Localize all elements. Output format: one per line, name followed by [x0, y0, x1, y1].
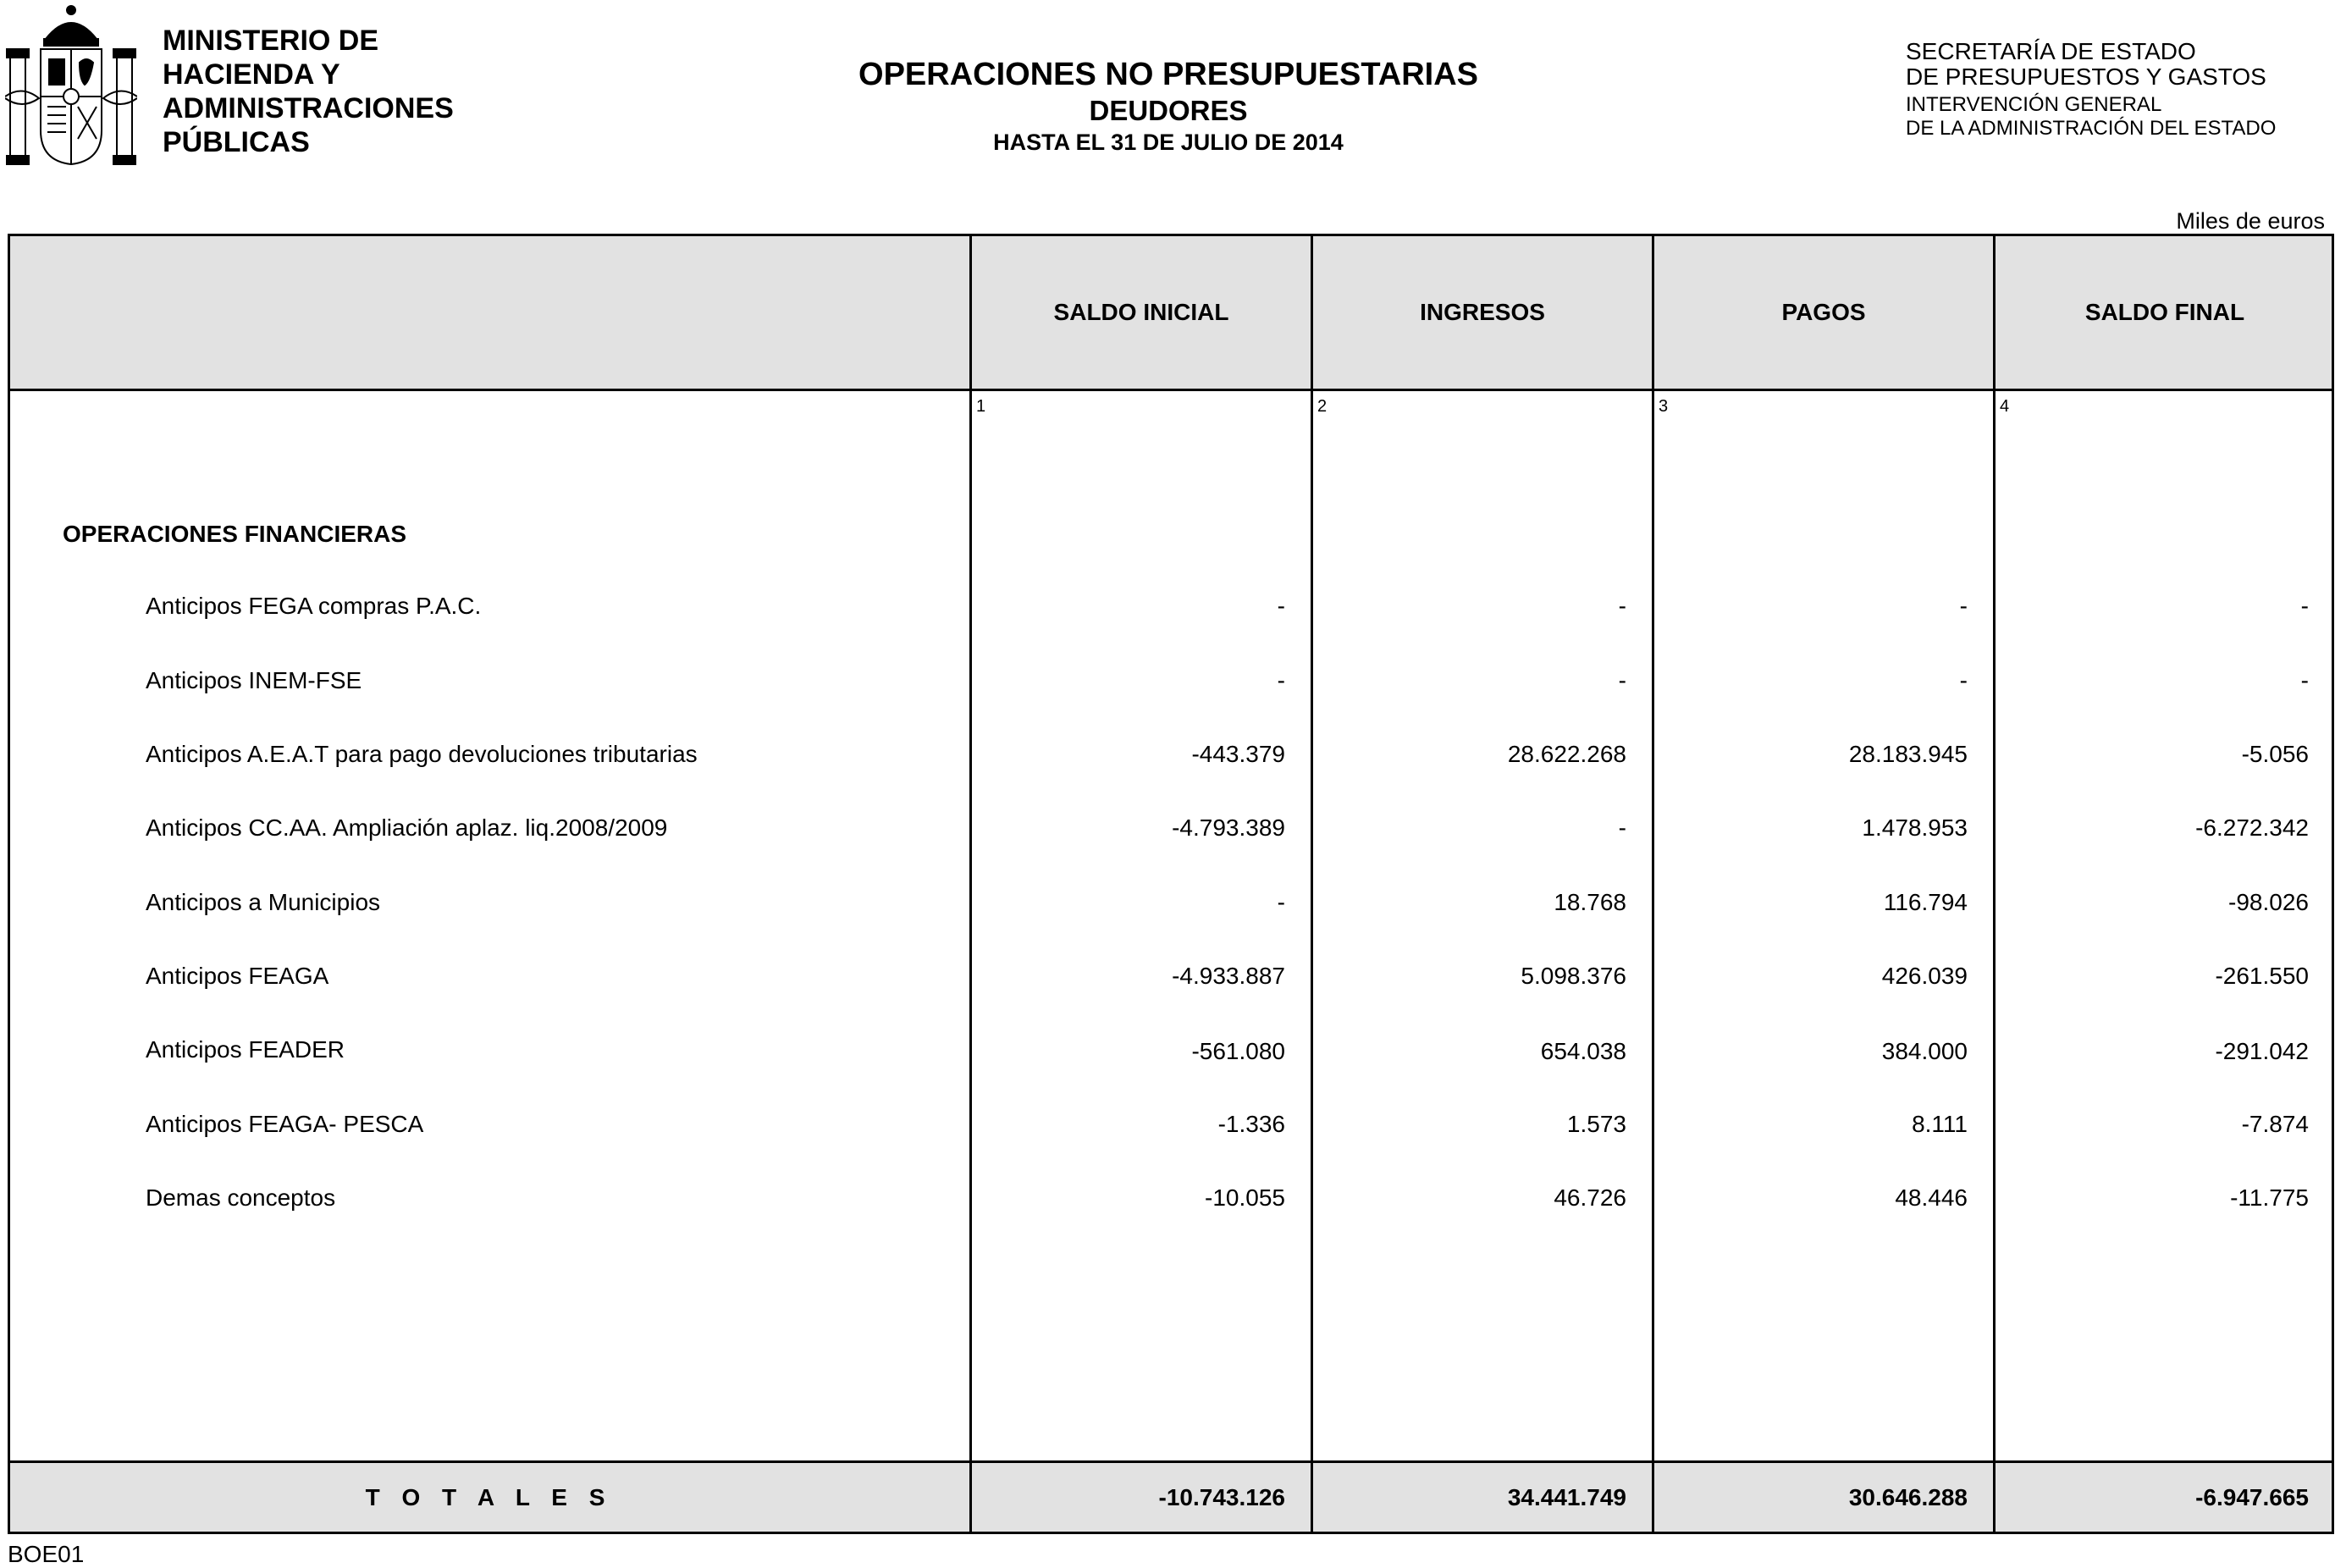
coat-of-arms-icon — [5, 3, 137, 169]
table-cell: - — [1277, 667, 1285, 693]
ministry-line: MINISTERIO DE — [163, 25, 379, 57]
table-cell: -7.874 — [2241, 1111, 2309, 1137]
table-cell: -6.272.342 — [2195, 814, 2309, 841]
table-cell: - — [1277, 593, 1285, 619]
column-number: 4 — [2000, 397, 2010, 416]
column-number: 1 — [976, 397, 986, 416]
intervention-line: INTERVENCIÓN GENERAL — [1906, 93, 2162, 116]
row-label: Anticipos a Municipios — [146, 889, 381, 915]
footer-code: BOE01 — [8, 1541, 85, 1567]
table-frame — [8, 234, 2334, 1534]
column-header-pagos: PAGOS — [1781, 299, 1866, 325]
ministry-line: HACIENDA Y — [163, 58, 340, 91]
row-label: Demas conceptos — [146, 1184, 336, 1211]
table-cell: 46.726 — [1554, 1184, 1626, 1211]
table-cell: -98.026 — [2228, 889, 2309, 915]
table-cell: 28.622.268 — [1507, 741, 1626, 767]
table-cell: - — [2300, 667, 2309, 693]
ministry-line: PÚBLICAS — [163, 126, 310, 158]
intervention-line: DE LA ADMINISTRACIÓN DEL ESTADO — [1906, 117, 2277, 140]
table-cell: -11.775 — [2230, 1184, 2309, 1211]
table-cell: 18.768 — [1554, 889, 1626, 915]
totals-cell: 34.441.749 — [1507, 1483, 1626, 1510]
table-cell: 48.446 — [1895, 1184, 1968, 1211]
secretariat-block — [1906, 39, 2276, 141]
report-subtitle: DEUDORES — [1089, 95, 1248, 126]
column-divider — [1311, 234, 1313, 1534]
column-number: 2 — [1317, 397, 1328, 416]
table-cell: 1.478.953 — [1862, 814, 1968, 841]
table-cell: 384.000 — [1881, 1038, 1968, 1064]
row-label: Anticipos FEAGA- PESCA — [146, 1111, 424, 1137]
report-title: OPERACIONES NO PRESUPUESTARIAS — [858, 57, 1478, 92]
table-cell: -5.056 — [2241, 741, 2309, 767]
secretariat-line: DE PRESUPUESTOS Y GASTOS — [1906, 63, 2266, 90]
table-cell: -261.550 — [2215, 963, 2309, 989]
table-cell: 5.098.376 — [1521, 963, 1626, 989]
table-cell: - — [1618, 593, 1626, 619]
column-header-saldo-final: SALDO FINAL — [2084, 299, 2245, 325]
totals-cell: -10.743.126 — [1158, 1483, 1285, 1510]
secretariat-line: SECRETARÍA DE ESTADO — [1906, 38, 2196, 64]
totals-cell: 30.646.288 — [1848, 1483, 1968, 1510]
table-cell: - — [1959, 593, 1968, 619]
column-header-saldo-inicial: SALDO INICIAL — [1053, 299, 1229, 325]
column-divider — [1993, 234, 1996, 1534]
table-cell: -561.080 — [1191, 1038, 1285, 1064]
column-header-ingresos: INGRESOS — [1420, 299, 1545, 325]
totals-label: T O T A L E S — [365, 1483, 613, 1510]
column-number: 3 — [1659, 397, 1669, 416]
table-cell: -4.793.389 — [1172, 814, 1285, 841]
table-cell: - — [1618, 814, 1626, 841]
column-divider — [1652, 234, 1654, 1534]
row-label: Anticipos FEAGA — [146, 963, 329, 989]
report-period: HASTA EL 31 DE JULIO DE 2014 — [993, 130, 1344, 155]
table-cell: -10.055 — [1205, 1184, 1285, 1211]
table-cell: - — [1959, 667, 1968, 693]
ministry-line: ADMINISTRACIONES — [163, 92, 454, 124]
section-title: OPERACIONES FINANCIERAS — [63, 521, 407, 547]
table-cell: - — [1618, 667, 1626, 693]
row-label: Anticipos CC.AA. Ampliación aplaz. liq.2008/2009 — [146, 814, 668, 841]
table-cell: - — [2300, 593, 2309, 619]
table-cell: - — [1277, 889, 1285, 915]
ministry-name — [163, 24, 454, 159]
table-cell: 1.573 — [1566, 1111, 1626, 1137]
table-cell: -1.336 — [1217, 1111, 1285, 1137]
table-cell: 426.039 — [1881, 963, 1968, 989]
table-cell: 28.183.945 — [1848, 741, 1968, 767]
units-label: Miles de euros — [2176, 208, 2325, 234]
row-label: Anticipos INEM-FSE — [146, 667, 362, 693]
row-label: Anticipos FEGA compras P.A.C. — [146, 593, 482, 619]
row-label: Anticipos FEADER — [146, 1036, 345, 1063]
report-titles — [762, 54, 1575, 157]
table-cell: 654.038 — [1540, 1038, 1626, 1064]
table-cell: 116.794 — [1883, 889, 1968, 915]
totals-cell: -6.947.665 — [2195, 1483, 2309, 1510]
column-divider — [969, 234, 972, 1534]
table-cell: 8.111 — [1912, 1111, 1968, 1137]
table-cell: -4.933.887 — [1172, 963, 1285, 989]
table-cell: -291.042 — [2215, 1038, 2309, 1064]
table-cell: -443.379 — [1191, 741, 1285, 767]
row-label: Anticipos A.E.A.T para pago devoluciones tributarias — [146, 741, 698, 767]
